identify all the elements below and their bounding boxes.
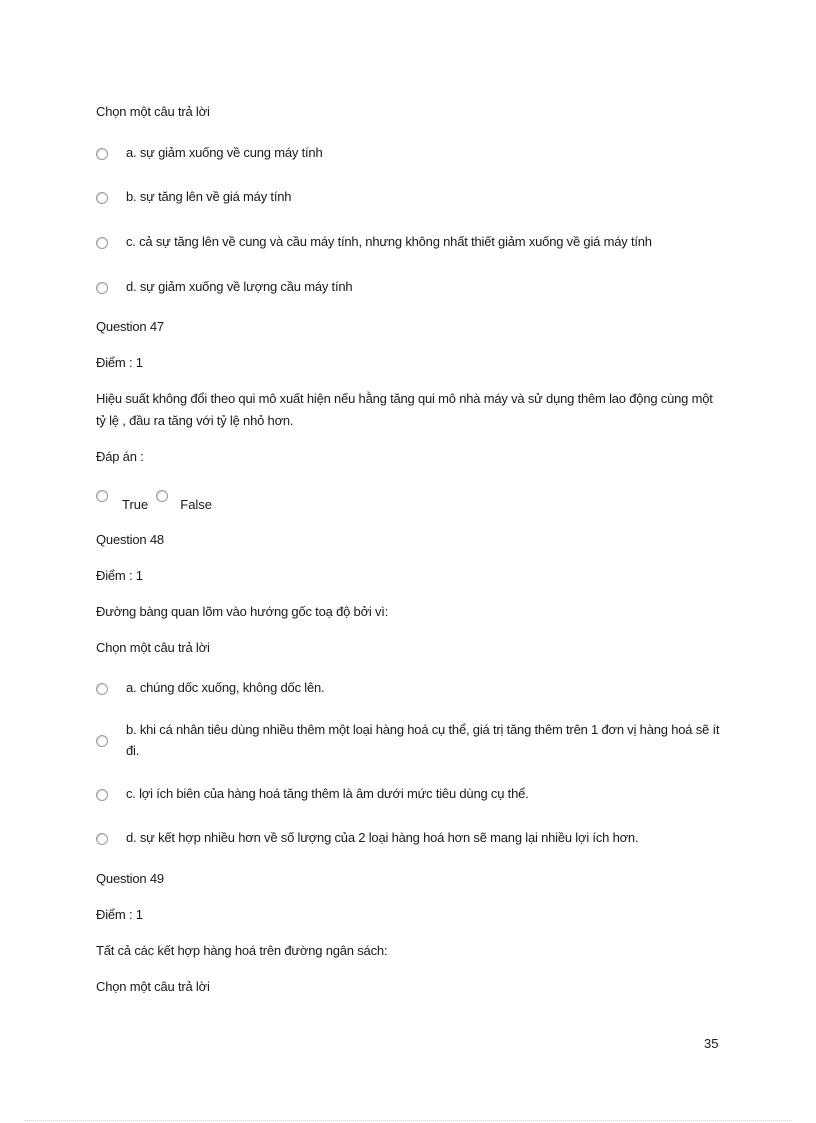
radio-button[interactable] bbox=[96, 789, 108, 801]
radio-button-false[interactable] bbox=[156, 490, 168, 502]
page-number: 35 bbox=[704, 1036, 719, 1051]
option-label: d. sự kết hợp nhiều hơn về số lượng của 2 loại hàng hoá hơn sẽ mang lại nhiều lợi ích hơn. bbox=[126, 830, 639, 845]
q48-points: Điểm : 1 bbox=[96, 568, 143, 583]
option-label: b. sự tăng lên về giá máy tính bbox=[126, 189, 292, 204]
q48-option-a[interactable] bbox=[96, 681, 324, 698]
footer-divider bbox=[24, 1120, 792, 1121]
option-label: a. sự giảm xuống về cung máy tính bbox=[126, 145, 323, 160]
q47-title: Question 47 bbox=[96, 319, 164, 334]
option-label: b. khi cá nhân tiêu dùng nhiều thêm một loại hàng hoá cụ thể, giá trị tăng thêm trên 1 đơn vị hàng hoá sẽ ít đi. bbox=[126, 722, 720, 758]
false-label: False bbox=[180, 497, 213, 512]
q48-option-d[interactable] bbox=[96, 831, 638, 848]
radio-button[interactable] bbox=[96, 735, 108, 747]
radio-button[interactable] bbox=[96, 192, 108, 204]
radio-button-true[interactable] bbox=[96, 490, 108, 502]
radio-button[interactable] bbox=[96, 683, 108, 695]
option-label: a. chúng dốc xuống, không dốc lên. bbox=[126, 680, 325, 695]
q47-points: Điểm : 1 bbox=[96, 355, 143, 370]
radio-button[interactable] bbox=[96, 282, 108, 294]
q46-prompt: Chọn một câu trả lời bbox=[96, 104, 210, 119]
radio-button[interactable] bbox=[96, 833, 108, 845]
radio-button[interactable] bbox=[96, 148, 108, 160]
q47-answer-label: Đáp án : bbox=[96, 449, 144, 464]
option-label: c. lợi ích biên của hàng hoá tăng thêm là âm dưới mức tiêu dùng cụ thể. bbox=[126, 786, 529, 801]
q48-title: Question 48 bbox=[96, 532, 164, 547]
true-label: True bbox=[122, 497, 149, 512]
q48-option-c[interactable] bbox=[96, 787, 529, 804]
option-label: c. cả sự tăng lên về cung và cầu máy tính, nhưng không nhất thiết giảm xuống về giá máy tính bbox=[126, 234, 652, 249]
q46-option-a[interactable] bbox=[96, 146, 323, 163]
option-label: d. sự giảm xuống về lượng cầu máy tính bbox=[126, 279, 353, 294]
q46-option-c[interactable] bbox=[96, 235, 652, 252]
q48-question-text: Đường bàng quan lõm vào hướng gốc toạ độ bởi vì: bbox=[96, 604, 389, 619]
q49-title: Question 49 bbox=[96, 871, 164, 886]
radio-button[interactable] bbox=[96, 237, 108, 249]
q47-question-text: Hiệu suất không đổi theo qui mô xuất hiện nếu hằng tăng qui mô nhà máy và sử dụng thêm lao động cùng một tỷ lệ , đầu ra tăng với tỷ lệ nhỏ hơn. bbox=[96, 391, 713, 428]
q48-option-b[interactable] bbox=[96, 723, 726, 761]
q46-option-b[interactable] bbox=[96, 190, 291, 207]
q47-true-false-group bbox=[96, 488, 212, 512]
q46-option-d[interactable] bbox=[96, 280, 352, 297]
q48-prompt: Chọn một câu trả lời bbox=[96, 640, 210, 655]
q49-points: Điểm : 1 bbox=[96, 907, 143, 922]
q49-prompt: Chọn một câu trả lời bbox=[96, 979, 210, 994]
q49-question-text: Tất cả các kết hợp hàng hoá trên đường ngân sách: bbox=[96, 943, 388, 958]
